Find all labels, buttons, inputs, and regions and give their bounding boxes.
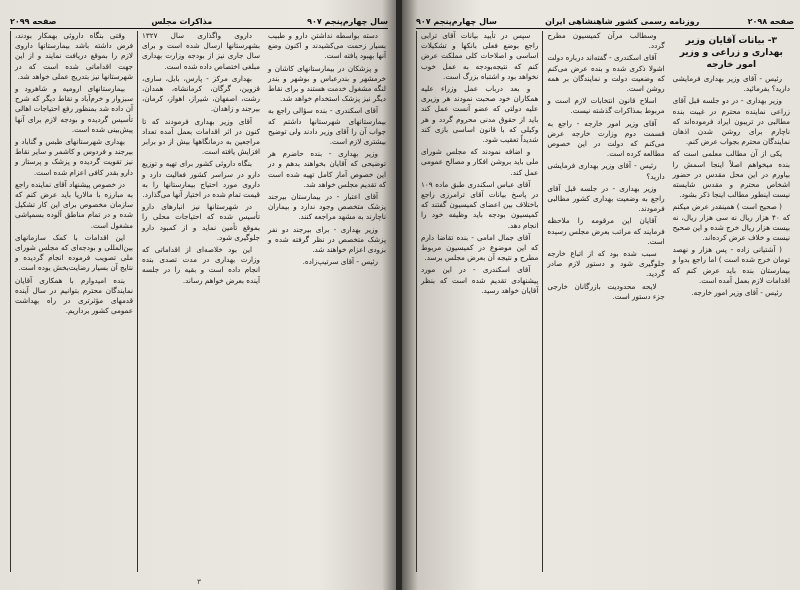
paragraph: وزیر بهداری - در جلسه قبل آقای راجع به وضعیت بهداری کشور مطالبی فرمودند. xyxy=(547,183,665,214)
newspaper-title: روزنامه رسمی کشور شاهنشاهی ایران xyxy=(545,17,700,26)
paragraph: آقای عباس اسکندری طبق ماده ۱۰۹ در پاسخ بیانات آقای ترامرزی راجع باختلاف بین اعضای کمیسیون گفتند که کمیسیون بودجه باید وظیفه خود را انجام دهد. xyxy=(421,179,539,230)
paragraph: بنده امیدوارم با همکاری آقایان نمایندگان محترم بتوانیم در سال آینده قدمهای مؤثرتری در راه بهداشت عمومی کشور برداریم. xyxy=(15,275,133,316)
paragraph: ( آشتیانی زاده - پس هزار و نهصد تومان خرج شده است ) اما راجع بدوا و بیمارستان بنده باید عرض کنم که اقدامات لازم بعمل آمده است. xyxy=(672,245,790,285)
right-page xyxy=(402,0,800,590)
paragraph: وقتی بنگاه داروئی بهمکار بودند، فرض داشته باشد بیمارستانها داروی لازم را بموقع دریافت نمایند و از این جهت اقداماتی شده است که در شهرستانها نیز بتدریج عملی خواهد شد. xyxy=(15,31,133,81)
paragraph: سبب شده بود که از اتباع خارجه جلوگیری شود و دستور لازم صادر گردید. xyxy=(547,249,665,279)
page-number: صفحه ۲۰۹۹ xyxy=(10,17,57,26)
paragraph: و پزشکان در بیمارستانهای کاشان و خرمشهر و بندرعباس و بوشهر و بندر لنگه مشغول خدمت هستند و برای نقاط دیگر نیز پزشک استخدام خواهد شد. xyxy=(268,63,386,104)
year-issue: سال چهارم‌پنجم ۹۰۷ xyxy=(416,17,497,26)
paragraph: لایحه محدودیت بازرگانان خارجی جزء دستور است. xyxy=(547,281,665,301)
paragraph: آقای وزیر امور خارجه - راجع به قسمت دوم وزارت خارجه عرض می‌کنم که دولت در این خصوص مطالعه کرده است. xyxy=(547,118,665,159)
paragraph: وزیر بهداری - بنده حاضرم هر توضیحی که آقایان بخواهند بدهم و در این خصوص آمار کامل تهیه شده است که تقدیم مجلس خواهد شد. xyxy=(268,149,386,189)
paragraph: وزیر بهداری - در دو جلسه قبل آقای زراعی نماینده محترم در غیبت بنده مطالبی در تریبون ایراد فرموده‌اند که ناچارم برای روشن شدن اذهان نمایندگان محترم بجواب عرض کنم. xyxy=(672,96,790,147)
paragraph: در خصوص پیشنهاد آقای نماینده راجع به مبارزه با مالاریا باید عرض کنم که سازمان مخصوص برای این کار تشکیل شده و در تمام مناطق آلوده بسمپاشی مشغول است. xyxy=(15,179,133,230)
paragraph: در شهرستانها نیز انبارهای دارو تأسیس شده که احتیاجات محلی را بموقع تأمین نماید و از کمبود دارو جلوگیری شود. xyxy=(142,202,260,242)
paragraph: بهداری مرکز - پارس، بابل، ساری، قزوین، گرگان، کرمانشاه، همدان، رشت، اصفهان، شیراز، اهواز، کرمان، بیرجند و زاهدان. xyxy=(142,73,260,114)
year-issue: سال چهارم‌پنجم ۹۰۷ xyxy=(307,17,388,26)
paragraph: وسطالب مرآن کمیسیون مطرح گردد. xyxy=(547,31,665,51)
paragraph: داروی واگذاری سال ۱۳۲۷ بشهرستانها ارسال شده است و برای سال جاری نیز از بودجه وزارت بهداری مبلغی اختصاص داده شده است. xyxy=(142,31,260,71)
paragraph: سپس در تأیید بیانات آقای ترابی راجع بوضع فعلی بانکها و تشکیلات اساسی و اصلاحات کلی مملکت عرض کنم که نتیجه‌بودجه به عمل خوب نخواهد بود و اشتباه بزرگ است. xyxy=(421,31,539,81)
paragraph: آقای وزیر بهداری فرمودند که تا کنون در اثر اقدامات بعمل آمده تعداد مراجعین به درمانگاهها بیش از دو برابر افزایش یافته است. xyxy=(142,116,260,157)
paragraph: آقای اسکندری - گفته‌اند درباره دولت اشولا ذکری شده و بنده عرض می‌کنم که وضعیت دولت و نمایندگان بر همه روشن است. xyxy=(547,53,665,94)
paragraph: ( صحیح است ) همینقدر عرض میکنم که ۴۰ هزار ریال نه سی هزار ریال، نه بیست هزار ریال خرج شده و این صحیح نیست و خلاف عرض کرده‌اند. xyxy=(672,202,790,243)
left-page xyxy=(0,0,398,590)
paragraph: این اقدامات با کمک سازمانهای بین‌المللی و بودجه‌ای که مجلس شورای ملی تصویب فرموده انجام گردیده و نتایج آن بسیار رضایت‌بخش بوده است. xyxy=(15,232,133,273)
section-title: مذاکرات مجلس xyxy=(151,17,213,26)
footer-mark: ۳ xyxy=(197,578,201,586)
column xyxy=(10,31,137,572)
paragraph: آقایان این مرقومه را ملاحظه فرمایند که مراتب بعرض مجلس رسیده است. xyxy=(547,216,665,246)
paragraph: آقای اعتبار - در بیمارستان بیرجند پزشک متخصص وجود ندارد و بیماران ناچارند به مشهد مراجعه کنند. xyxy=(268,192,386,222)
section-heading: ۳- بیانات آقایان وزیر بهداری و زراعی و وزیر امور خارجه xyxy=(679,36,783,70)
paragraph: آقای اسکندری - بنده سؤالی راجع به بیمارستانهای شهرستانها داشتم که جواب آن را آقای وزیر دادند ولی توضیح بیشتری لازم است. xyxy=(268,106,386,147)
column xyxy=(137,31,264,572)
paragraph: بهداری شهرستانهای طبس و گناباد و بیرجند و فردوس و کاشمر و سایر نقاط نیز تقویت گردیده و پزشک و پرستار و دارو بقدر کافی اعزام شده است. xyxy=(15,137,133,177)
paragraph: این بود خلاصه‌ای از اقداماتی که وزارت بهداری در مدت تصدی بنده انجام داده است و بقیه را در جلسه آینده بعرض خواهم رساند. xyxy=(142,245,260,285)
left-page-header xyxy=(10,12,388,29)
paragraph: آقای جمال امامی - بنده تقاضا دارم که این موضوع در کمیسیون مربوط مطرح و نتیجه آن بعرض مجلس برسد. xyxy=(421,232,539,263)
paragraph: دسته بواسطه نداشتن دارو و طبیب بسیار زحمت می‌کشیدند و اکنون وضع آنها بهبود یافته است. xyxy=(268,31,386,61)
paragraph: و بعد درباب عمل وزراء علیه همکاران خود صحبت نمودند هر وزیری علیه دولتی که عضو آنست عمل کند باید از حقوق مدنی محروم گردد و هر وکیلی که با قانون اساسی بازی کند شدیداً تعقیب شود. xyxy=(421,84,539,145)
paragraph: رئیس - آقای وزیر امور خارجه. xyxy=(691,288,782,298)
paragraph: رئیس - آقای وزیر بهداری فرمایشی دارید؟ xyxy=(547,161,665,181)
column xyxy=(416,31,542,572)
paragraph: رئیس - آقای وزیر بهداری فرمایشی دارید؟ بفرمائید. xyxy=(672,74,790,94)
paragraph: آقای اسکندری - در این مورد پیشنهادی تقدیم شده است که بنظر آقایان خواهد رسید. xyxy=(421,265,539,295)
right-page-columns xyxy=(416,31,794,572)
paragraph: بنگاه داروئی کشور برای تهیه و توزیع دارو در سراسر کشور فعالیت دارد و داروی مورد احتیاج بیمارستانها را به قیمت تمام شده در اختیار آنها می‌گذارد. xyxy=(142,159,260,200)
paragraph: یکی از آن مطالب معلمی است که بنده میخواهم اصلاً اینجا اسمش را بیاورم در این محل مقدس در حضور اشخاص محترم و مقدس شایسته نیست اینطور مطالب اینجا ذکر بشود. xyxy=(672,149,790,200)
column xyxy=(542,31,668,572)
right-page-header xyxy=(416,12,794,29)
paragraph: اسلاح قانون انتخابات لازم است و مربوط بمذاکرات گذشته نیست. xyxy=(547,96,665,116)
paragraph: رئیس - آقای سرتیپ‌زاده. xyxy=(302,257,378,267)
paragraph: بیمارستانهای ارومیه و شاهرود و سبزوار و خرم‌آباد و نقاط دیگر که شرح آن داده شد بمنظور رفع احتیاجات اهالی تأسیس گردیده و بودجه لازم برای آنها پیش‌بینی شده است. xyxy=(15,84,133,134)
paragraph: وزیر بهداری - برای بیرجند دو نفر پزشک متخصص در نظر گرفته شده و بزودی اعزام خواهند شد. xyxy=(268,224,386,255)
column xyxy=(669,31,794,572)
paragraph: و اضافه نمودند که مجلس شورای ملی باید بروشن افکار و مصالح عمومی عمل کند. xyxy=(421,147,539,177)
page-number: صفحه ۲۰۹۸ xyxy=(747,17,794,26)
column xyxy=(264,31,390,572)
left-page-columns xyxy=(10,31,390,572)
